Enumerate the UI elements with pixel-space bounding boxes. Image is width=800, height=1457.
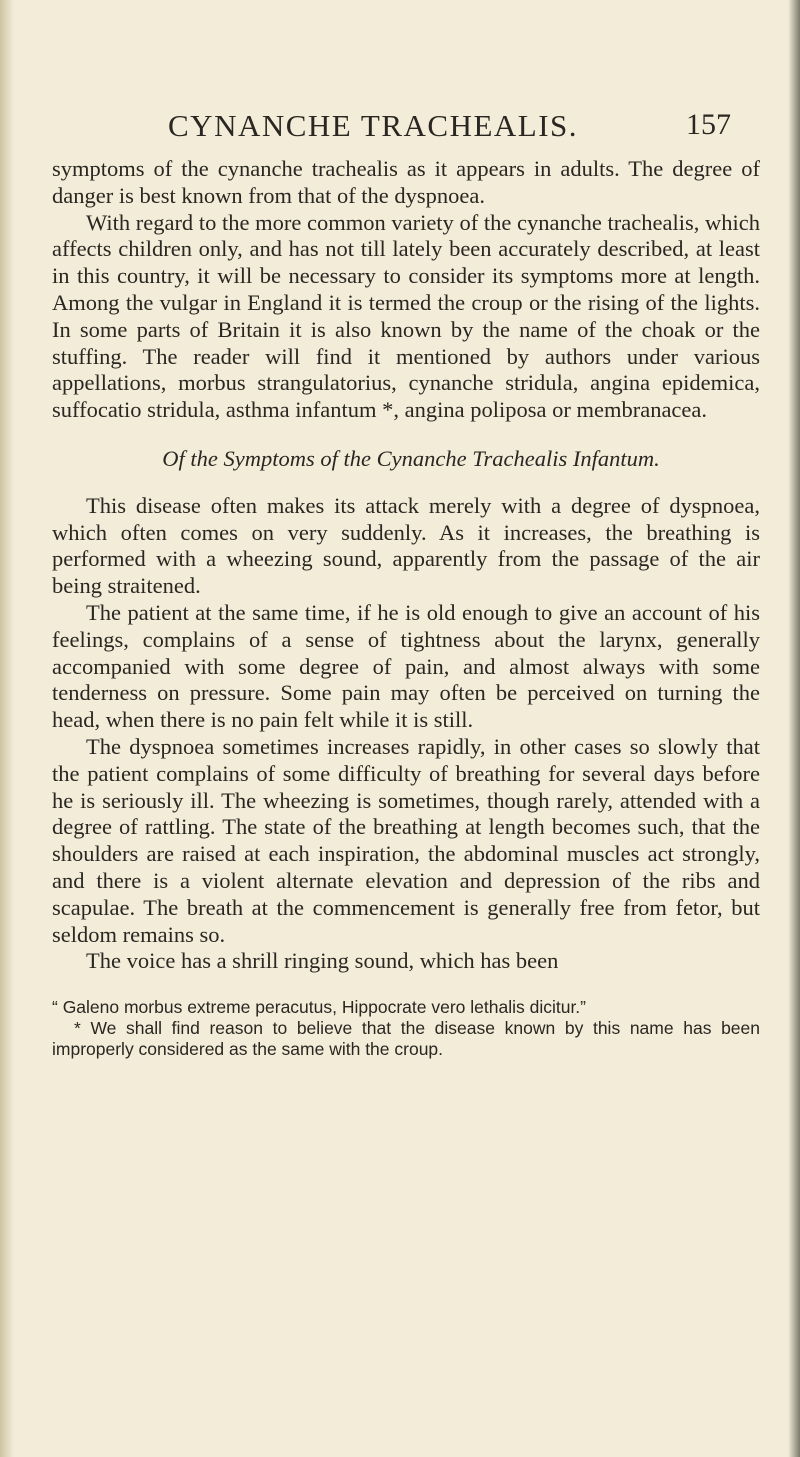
paragraph-continued: symptoms of the cynanche trachealis as it appears in adults. The degree of danger is best known from that of the dyspnoea.	[52, 156, 760, 208]
paragraph-dyspnoea: The dyspnoea sometimes increases rapidly, in other cases so slowly that the patient complains of some difficulty of breathing for several days before he is seriously ill. The wheezing is sometimes, though rarely, attended with a degree of rattling. The state of the breathing at length becomes such, that the shoulders are raised at each inspiration, the abdominal muscles act strongly, and there is a violent alternate elevation and depression of the ribs and scapulae. The breath at the commencement is generally free from fetor, but seldom remains so.	[52, 733, 760, 947]
paragraph-onset: This disease often makes its attack merely with a degree of dyspnoea, which often comes on very suddenly. As it increases, the breathing is performed with a wheezing sound, apparently from the passage of the air being straitened.	[52, 492, 760, 599]
paragraph-voice: The voice has a shrill ringing sound, which has been	[86, 948, 559, 974]
section-heading: Of the Symptoms of the Cynanche Trachealis Infantum.	[162, 445, 660, 471]
page-edge-shadow-left	[0, 0, 14, 1457]
paragraph-croup-variety: With regard to the more common variety of the cynanche trachealis, which affects children only, and has not till lately been accurately described, at least in this country, it will be necessary to consider its symptoms more at length. Among the vulgar in England it is termed the croup or the rising of the lights. In some parts of Britain it is also known by the name of the choak or the stuffing. The reader will find it mentioned by authors under various appellations, morbus strangulatorius, cynanche stridula, angina epidemica, suffocatio stridula, asthma infantum *, angina poliposa or membranacea.	[52, 209, 760, 423]
running-title: CYNANCHE TRACHEALIS.	[168, 108, 579, 143]
footnote-star: * We shall find reason to believe that the disease known by this name has been improperly considered as the same with the croup.	[52, 1018, 760, 1060]
page-body	[52, 156, 760, 1060]
paragraph-feelings: The patient at the same time, if he is old enough to give an account of his feelings, complains of a sense of tightness about the larynx, generally accompanied with some degree of pain, and almost always with some tenderness on pressure. Some pain may often be perceived on turning the head, when there is no pain felt while it is still.	[52, 599, 760, 733]
footnotes	[52, 997, 760, 1060]
footnote-quote: “ Galeno morbus extreme peracutus, Hippocrate vero lethalis dicitur.”	[52, 997, 586, 1018]
page-number: 157	[686, 108, 731, 141]
page-edge-shadow-right	[788, 0, 800, 1457]
